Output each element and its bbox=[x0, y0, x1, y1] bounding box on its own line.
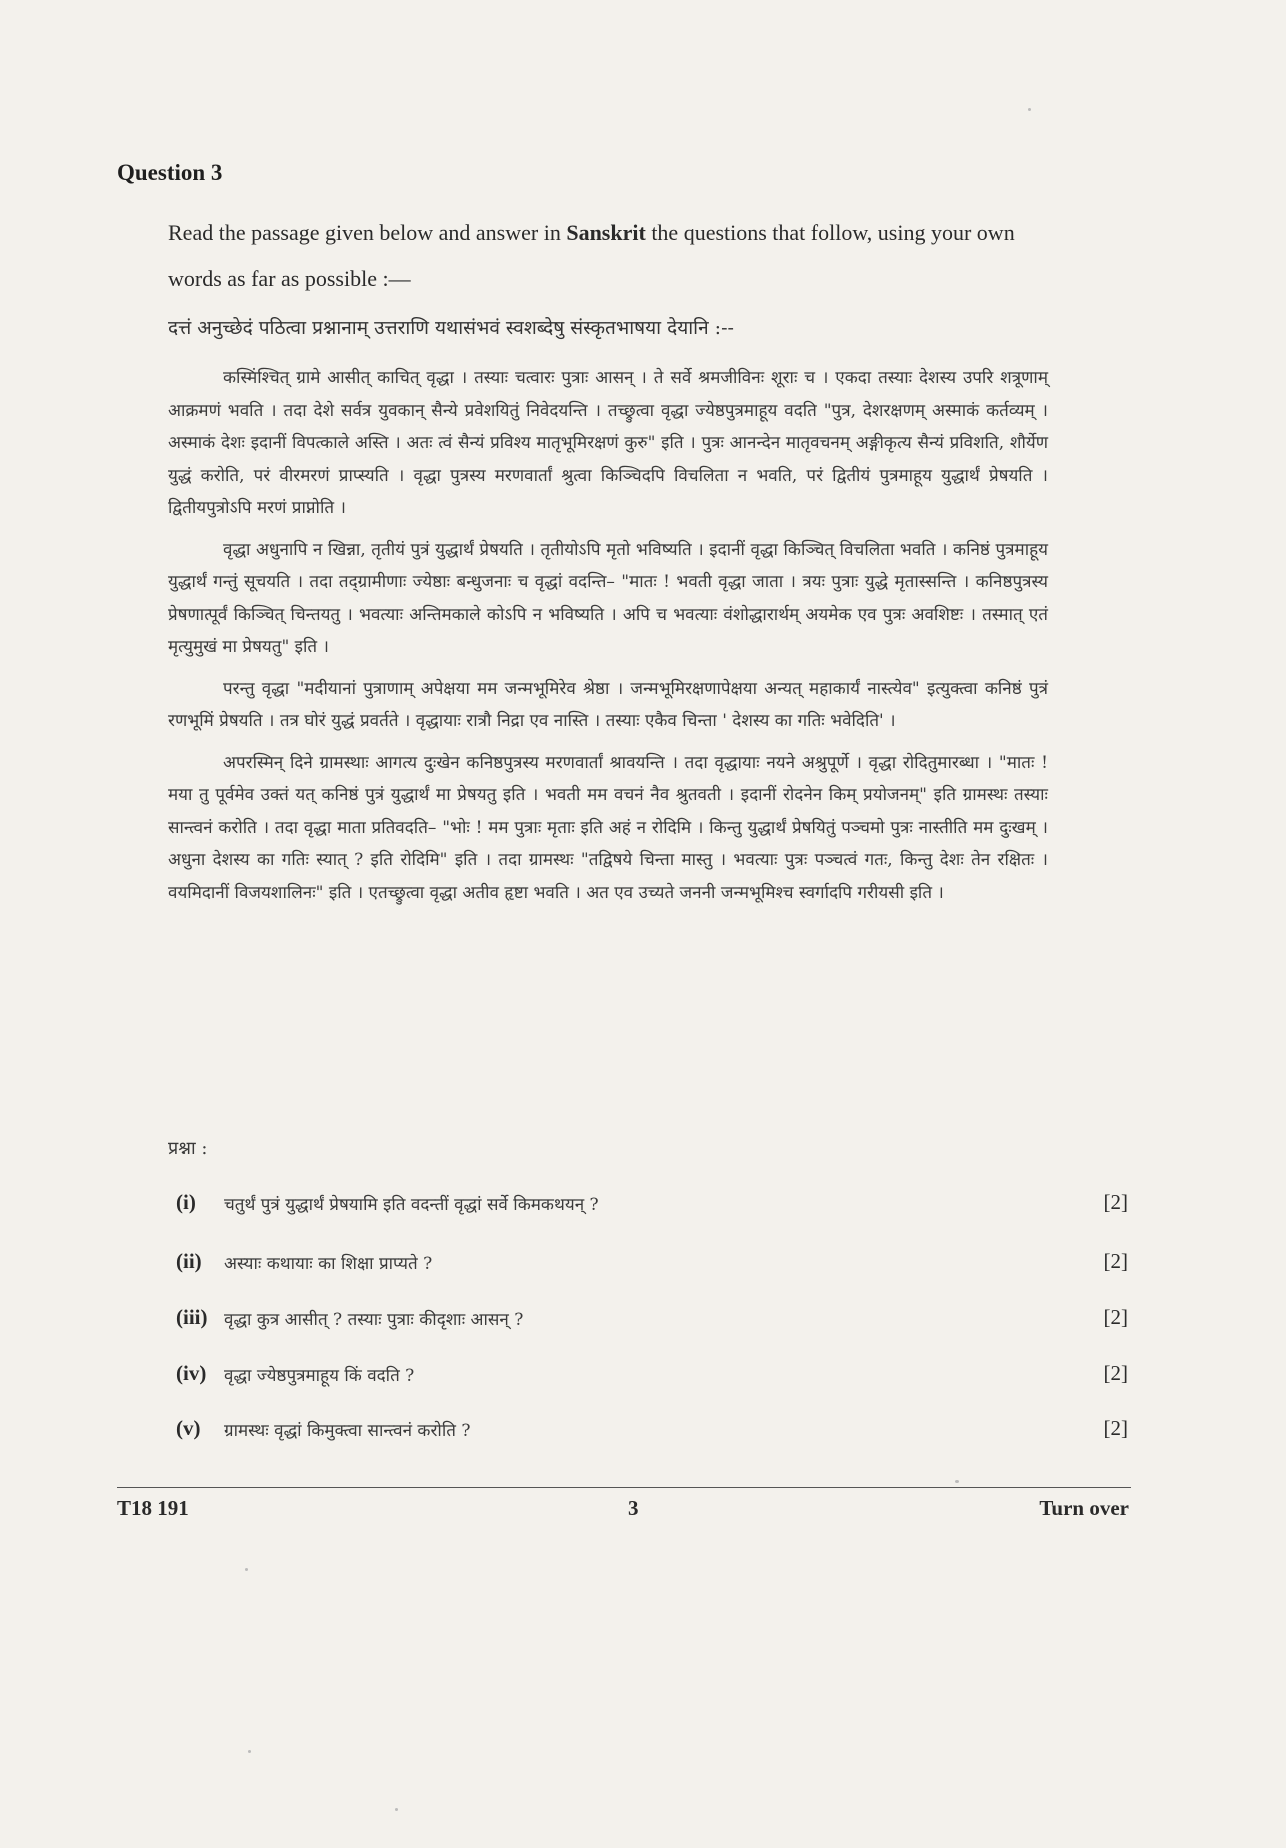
instructions-bold-language: Sanskrit bbox=[566, 220, 646, 245]
question-title: Question 3 bbox=[117, 160, 223, 185]
question-item bbox=[168, 1416, 1128, 1450]
instructions-text-end: the questions that follow, using your own words as far as possible :— bbox=[168, 220, 1015, 291]
question-item bbox=[168, 1249, 1128, 1283]
footer-divider bbox=[117, 1487, 1131, 1488]
question-text: ग्रामस्थः वृद्धां किमुक्त्वा सान्त्वनं करोति ? bbox=[224, 1421, 471, 1441]
question-number: (iii) bbox=[176, 1305, 208, 1329]
passage-paragraph: वृद्धा अधुनापि न खिन्ना, तृतीयं पुत्रं युद्धार्थं प्रेषयति । तृतीयोऽपि मृतो भविष्यति । इदानीं वृद्धा किञ्चित् विचलिता भवति । कनिष्ठं पुत्रमाहूय युद्धार्थं गन्तुं सूचयति । तदा तद्ग्रामीणाः ज्येष्ठाः बन्धुजनाः च वृद्धां वदन्ति– "मातः ! भवती वृद्धा जाता । त्रयः पुत्राः युद्धे मृतास्सन्ति । कनिष्ठपुत्रस्य प्रेषणात्पूर्वं किञ्चित् चिन्तयतु । भवत्याः अन्तिमकाले कोऽपि न भविष्यति । अपि च भवत्याः वंशोद्धारार्थम् अयमेक एव पुत्रः अवशिष्टः । तस्मात् एतं मृत्युमुखं मा प्रेषयतु" इति । bbox=[168, 539, 1048, 657]
sanskrit-instructions: दत्तं अनुच्छेदं पठित्वा प्रश्नानाम् उत्तराणि यथासंभवं स्वशब्देषु संस्कृतभाषया देयानि :-- bbox=[168, 317, 734, 339]
instructions-text-start: Read the passage given below and answer in bbox=[168, 220, 567, 245]
question-marks: [2] bbox=[1103, 1305, 1128, 1329]
question-text: अस्याः कथायाः का शिक्षा प्राप्यते ? bbox=[224, 1254, 433, 1274]
question-marks: [2] bbox=[1103, 1416, 1128, 1440]
scan-speck bbox=[248, 1750, 251, 1753]
questions-heading: प्रश्ना : bbox=[168, 1138, 208, 1159]
question-number: (ii) bbox=[176, 1249, 202, 1273]
scan-speck bbox=[245, 1568, 248, 1571]
question-text: चतुर्थं पुत्रं युद्धार्थं प्रेषयामि इति वदन्तीं वृद्धां सर्वे किमकथयन् ? bbox=[224, 1195, 599, 1215]
scan-speck bbox=[395, 1808, 398, 1811]
question-text: वृद्धा ज्येष्ठपुत्रमाहूय किं वदति ? bbox=[224, 1366, 415, 1386]
question-marks: [2] bbox=[1103, 1190, 1128, 1214]
passage-paragraph: कस्मिंश्चित् ग्रामे आसीत् काचित् वृद्धा । तस्याः चत्वारः पुत्राः आसन् । ते सर्वे श्रमजीविनः शूराः च । एकदा तस्याः देशस्य उपरि शत्रूणाम् आक्रमणं भवति । तदा देशे सर्वत्र युवकान् सैन्ये प्रवेशयितुं निवेदयन्ति । तच्छ्रुत्वा वृद्धा ज्येष्ठपुत्रमाहूय वदति "पुत्र, देशरक्षणम् अस्माकं कर्तव्यम् । अस्माकं देशः इदानीं विपत्काले अस्ति । अतः त्वं सैन्यं प्रविश्य मातृभूमिरक्षणं कुरु" इति । पुत्रः आनन्देन मातृवचनम् अङ्गीकृत्य सैन्यं प्रविशति, शौर्येण युद्धं करोति, परं वीरमरणं प्राप्स्यति । वृद्धा पुत्रस्य मरणवार्तां श्रुत्वा किञ्चिदपि विचलिता न भवति, परं द्वितीयं पुत्रमाहूय युद्धार्थं प्रेषयति । द्वितीयपुत्रोऽपि मरणं प्राप्नोति । bbox=[168, 368, 1048, 518]
question-number: (i) bbox=[176, 1190, 196, 1214]
question-item bbox=[168, 1190, 1128, 1224]
turn-over-label: Turn over bbox=[1039, 1496, 1129, 1520]
paper-code: T18 191 bbox=[117, 1496, 189, 1520]
question-text: वृद्धा कुत्र आसीत् ? तस्याः पुत्राः कीदृशाः आसन् ? bbox=[224, 1310, 524, 1330]
scan-speck bbox=[1028, 108, 1031, 111]
question-number: (v) bbox=[176, 1416, 201, 1440]
question-item bbox=[168, 1305, 1128, 1339]
english-instructions bbox=[168, 210, 1068, 302]
passage-paragraph: परन्तु वृद्धा "मदीयानां पुत्राणाम् अपेक्षया मम जन्मभूमिरेव श्रेष्ठा । जन्मभूमिरक्षणापेक्षया अन्यत् महाकार्यं नास्त्येव" इत्युक्त्वा कनिष्ठं पुत्रं रणभूमिं प्रेषयति । तत्र घोरं युद्धं प्रवर्तते । वृद्धायाः रात्रौ निद्रा एव नास्ति । तस्याः एकैव चिन्ता ' देशस्य का गतिः भवेदिति' । bbox=[168, 678, 1048, 731]
question-item bbox=[168, 1361, 1128, 1395]
scan-speck bbox=[955, 1480, 959, 1483]
question-number: (iv) bbox=[176, 1361, 207, 1385]
page-number: 3 bbox=[628, 1496, 639, 1520]
question-marks: [2] bbox=[1103, 1249, 1128, 1273]
question-marks: [2] bbox=[1103, 1361, 1128, 1385]
passage bbox=[168, 362, 1048, 918]
passage-paragraph: अपरस्मिन् दिने ग्रामस्थाः आगत्य दुःखेन कनिष्ठपुत्रस्य मरणवार्तां श्रावयन्ति । तदा वृद्धायाः नयने अश्रुपूर्णे । वृद्धा रोदितुमारब्धा । "मातः ! मया तु पूर्वमेव उक्तं यत् कनिष्ठं पुत्रं युद्धार्थं मा प्रेषयतु इति । भवती मम वचनं नैव श्रुतवती । इदानीं रोदनेन किम् प्रयोजनम्" इति ग्रामस्थः तस्याः सान्त्वनं करोति । तदा वृद्धा माता प्रतिवदति– "भोः ! मम पुत्राः मृताः इति अहं न रोदिमि । किन्तु युद्धार्थं प्रेषयितुं पञ्चमो पुत्रः नास्तीति मम दुःखम् । अधुना देशस्य का गतिः स्यात् ? इति रोदिमि" इति । तदा ग्रामस्थः "तद्विषये चिन्ता मास्तु । भवत्याः पुत्रः पञ्चत्वं गतः, किन्तु देशः तेन रक्षितः । वयमिदानीं विजयशालिनः" इति । एतच्छ्रुत्वा वृद्धा अतीव हृष्टा भवति । अत एव उच्यते जननी जन्मभूमिश्च स्वर्गादपि गरीयसी इति । bbox=[168, 752, 1048, 903]
